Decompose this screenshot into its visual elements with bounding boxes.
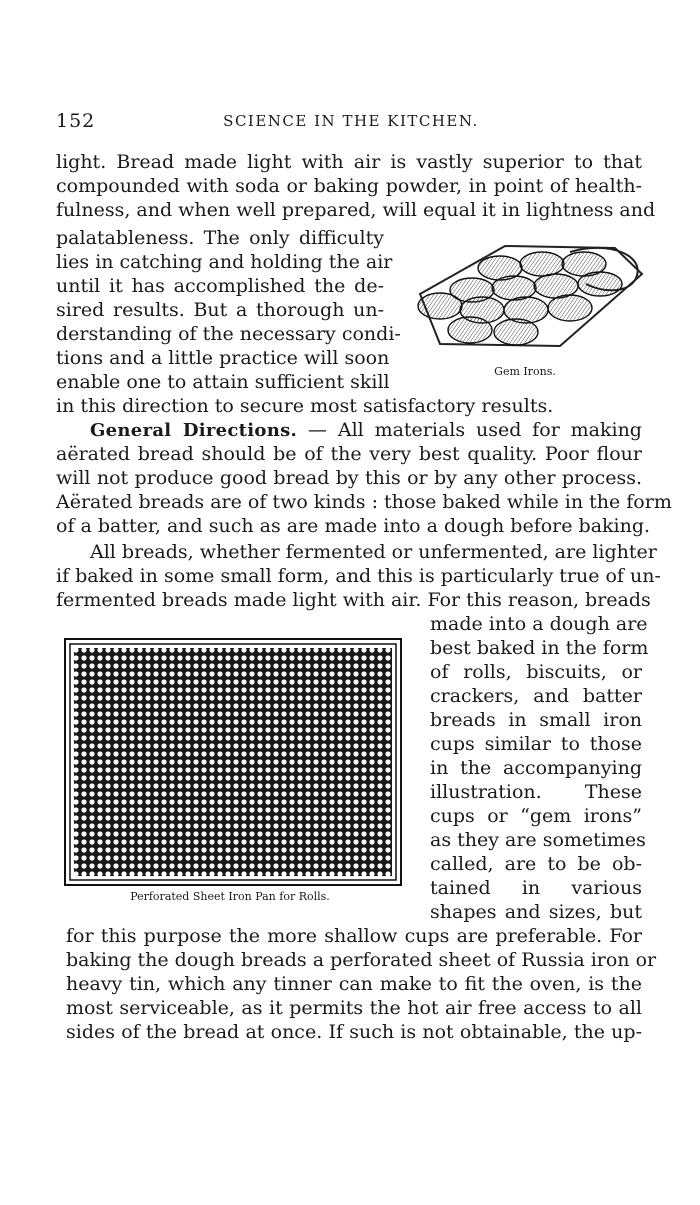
text-line: breads in small iron (430, 709, 642, 731)
text-line: fermented breads made light with air. For this reason, breads (56, 589, 651, 611)
text-line: derstanding of the necessary condi- (56, 323, 401, 345)
text-line: in the accompanying (430, 757, 642, 779)
text-line: compounded with soda or baking powder, in point of health- (56, 175, 642, 197)
text-line: will not produce good bread by this or by any other process. (56, 467, 642, 489)
text-line: tained in various (430, 877, 642, 899)
perforated-pan-drawing (64, 638, 402, 886)
text-line: crackers, and batter (430, 685, 642, 707)
text-line: sides of the bread at once. If such is not obtainable, the up- (66, 1021, 642, 1043)
text-line: made into a dough are (430, 613, 648, 635)
text-line: called, are to be ob- (430, 853, 642, 875)
text-line: of rolls, biscuits, or (430, 661, 642, 683)
text-line: sired results. But a thorough un- (56, 299, 384, 321)
text-line: of a batter, and such as are made into a dough before baking. (56, 515, 651, 537)
text-line: aërated bread should be of the very best quality. Poor flour (56, 443, 642, 465)
text-fragment: — All materials used for making (307, 419, 642, 441)
text-line: All breads, whether fermented or unfermented, are lighter (90, 541, 657, 563)
text-line: palatableness. The only difficulty (56, 227, 384, 249)
gem-irons-illustration (410, 234, 646, 364)
section-heading: General Directions. (90, 420, 298, 441)
perforated-pan-caption: Perforated Sheet Iron Pan for Rolls. (130, 890, 330, 903)
text-line: until it has accomplished the de- (56, 275, 384, 297)
text-line: baking the dough breads a perforated sheet of Russia iron or (66, 949, 657, 971)
text-line: light. Bread made light with air is vastly superior to that (56, 151, 642, 173)
text-line: illustration. These (430, 781, 642, 803)
text-line: cups similar to those (430, 733, 642, 755)
gem-irons-drawing (410, 234, 646, 364)
text-line: in this direction to secure most satisfactory results. (56, 395, 554, 417)
text-line: cups or “gem irons” (430, 805, 642, 827)
text-line: lies in catching and holding the air (56, 251, 393, 273)
page-header (56, 110, 646, 134)
text-line: tions and a little practice will soon (56, 347, 390, 369)
text-line: Aërated breads are of two kinds : those baked while in the form (56, 491, 672, 513)
text-line: most serviceable, as it permits the hot air free access to all (66, 997, 642, 1019)
gem-irons-caption: Gem Irons. (494, 365, 556, 378)
running-head: SCIENCE IN THE KITCHEN. (223, 112, 479, 130)
page-number: 152 (56, 110, 96, 132)
text-line: best baked in the form (430, 637, 649, 659)
perforated-pan-illustration (64, 638, 402, 886)
text-line: fulness, and when well prepared, will equal it in lightness and (56, 199, 656, 221)
text-line: for this purpose the more shallow cups are preferable. For (66, 925, 642, 947)
text-line: if baked in some small form, and this is particularly true of un- (56, 565, 661, 587)
text-line: enable one to attain sufficient skill (56, 371, 390, 393)
text-line: heavy tin, which any tinner can make to fit the oven, is the (66, 973, 642, 995)
text-line: as they are sometimes (430, 829, 646, 851)
text-line: shapes and sizes, but (430, 901, 642, 923)
section-heading-line (90, 418, 642, 442)
